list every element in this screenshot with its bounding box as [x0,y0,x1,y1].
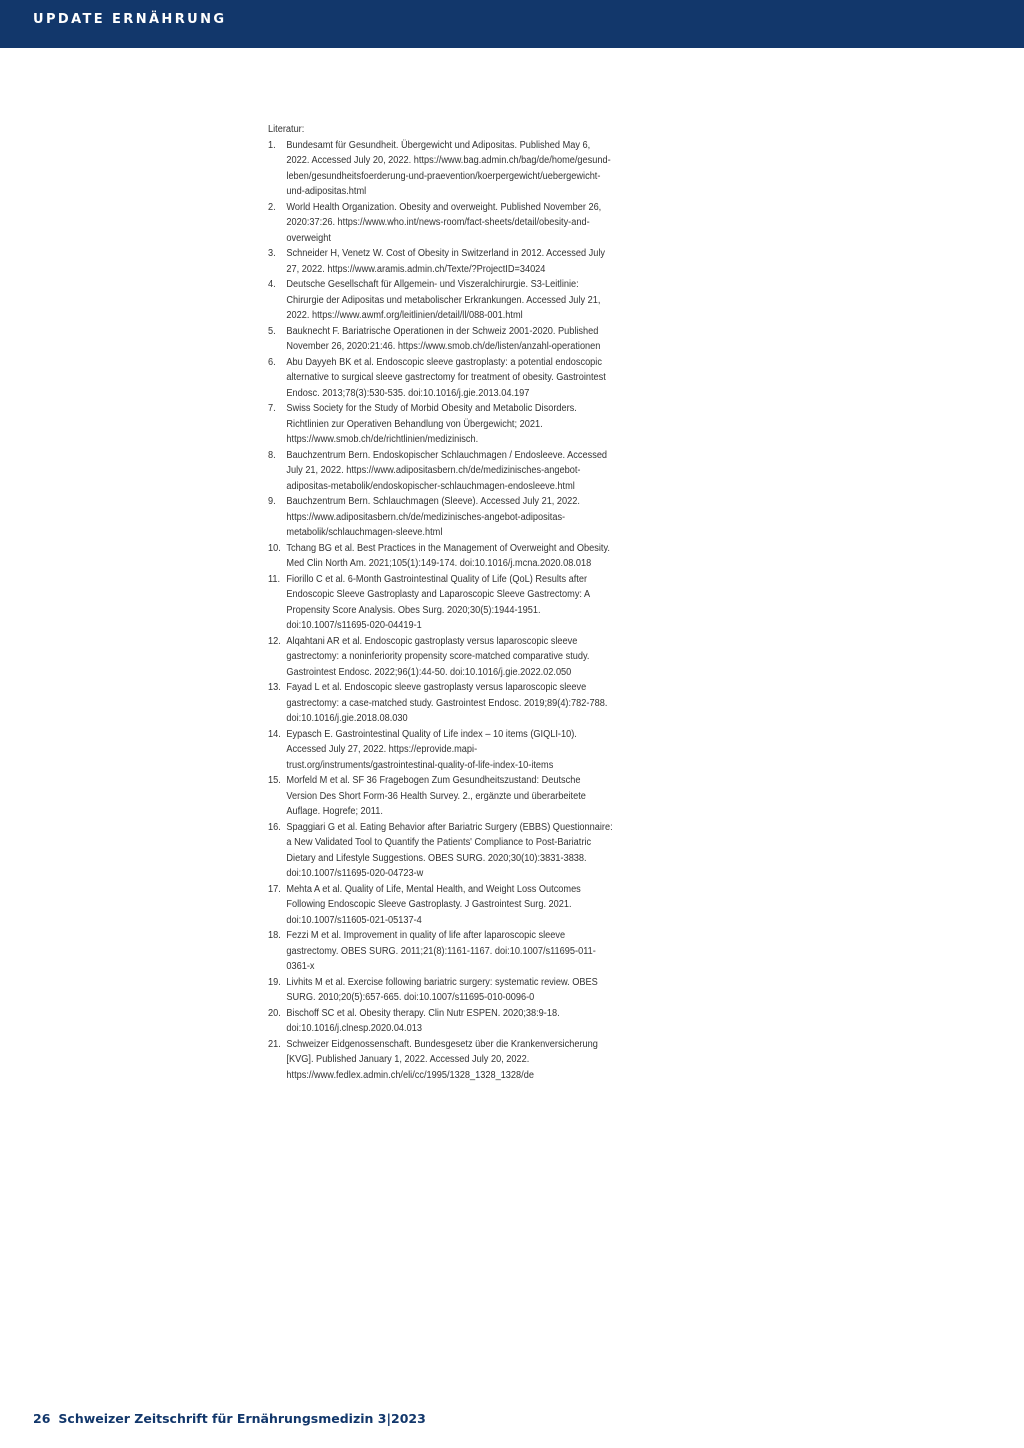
reference-text: Eypasch E. Gastrointestinal Quality of Life index – 10 items (GIQLI-10). Accessed July 27, 2022. https://eprovide.mapi-trust.org/instruments/gastrointestinal-quality-of-life-index-10-items [286,728,577,771]
reference-text: Bauchzentrum Bern. Endoskopischer Schlauchmagen / Endosleeve. Accessed July 21, 2022. https://www.adipositasbern.ch/de/medizinisches-angebot-adipositas-metabolik/endoskopischer-schlauchmagen-endosleeve.html [286,449,608,492]
reference-item [268,277,613,324]
reference-item [268,680,613,727]
references-heading: Literatur: [268,124,305,135]
reference-number: 8. [268,449,276,461]
reference-item [268,882,613,929]
reference-text: Bischoff SC et al. Obesity therapy. Clin Nutr ESPEN. 2020;38:9-18. doi:10.1016/j.clnesp.2020.04.013 [286,1007,560,1034]
reference-item [268,138,613,200]
reference-item [268,1037,613,1084]
reference-number: 3. [268,248,276,259]
reference-item [268,1006,613,1037]
references-section [268,122,613,1083]
reference-item [268,572,613,634]
page-number: 26 [33,1411,51,1426]
reference-item [268,541,613,572]
reference-number: 1. [268,139,276,151]
reference-text: Deutsche Gesellschaft für Allgemein- und Viszeralchirurgie. S3-Leitlinie: Chirurgie der Adipositas und metabolischer Erkrankungen. Accessed July 21, 2022. https://www.awmf.org/leitlinien/detail/ll/088-001.html [286,279,601,321]
references-list [268,138,613,1084]
reference-number: 15. [268,775,281,786]
reference-text: Morfeld M et al. SF 36 Fragebogen Zum Gesundheitszustand: Deutsche Version Des Short Form-36 Health Survey. 2., ergänzte und überarbeitete Auflage. Hogrefe; 2011. [286,775,586,817]
reference-item [268,448,613,495]
reference-number: 11. [268,573,281,585]
header-band [0,0,1024,48]
reference-number: 16. [268,821,281,833]
reference-text: Spaggiari G et al. Eating Behavior after Bariatric Surgery (EBBS) Questionnaire: a New Validated Tool to Quantify the Patients' Compliance to Post-Bariatric Dietary and Lifestyle Suggestions. OBES SURG. 2020;30(10):3831-3838. doi:10.1007/s11695-020-04723-w [286,821,613,879]
reference-text: Alqahtani AR et al. Endoscopic gastroplasty versus laparoscopic sleeve gastrectomy: a noninferiority propensity score-matched comparative study. Gastrointest Endosc. 2022;96(1):44-50. doi:10.1016/j.gie.2022.02.050 [286,635,590,678]
reference-text: Swiss Society for the Study of Morbid Obesity and Metabolic Disorders. Richtlinien zur Operativen Behandlung von Übergewicht; 2021. https://www.smob.ch/de/richtlinien/medizinisch. [286,403,577,445]
reference-item [268,246,613,277]
reference-item [268,324,613,355]
reference-item [268,355,613,402]
reference-number: 10. [268,542,281,554]
reference-item [268,773,613,820]
reference-text: Bauchzentrum Bern. Schlauchmagen (Sleeve). Accessed July 21, 2022. https://www.adipositasbern.ch/de/medizinisches-angebot-adipositas-metabolik/schlauchmagen-sleeve.html [286,496,580,538]
reference-number: 21. [268,1038,281,1050]
reference-text: Mehta A et al. Quality of Life, Mental Health, and Weight Loss Outcomes Following Endoscopic Sleeve Gastroplasty. J Gastrointest Surg. 2021. doi:10.1007/s11605-021-05137-4 [286,883,581,926]
reference-text: Fiorillo C et al. 6-Month Gastrointestinal Quality of Life (QoL) Results after Endoscopic Sleeve Gastroplasty and Laparoscopic Sleeve Gastrectomy: A Propensity Score Analysis. Obes Surg. 2020;30(5):1944-1951. doi:10.1007/s11695-020-04419-1 [286,573,590,631]
reference-text: Fezzi M et al. Improvement in quality of life after laparoscopic sleeve gastrectomy. OBES SURG. 2011;21(8):1161-1167. doi:10.1007/s11695-011-0361-x [286,930,596,972]
reference-text: Schneider H, Venetz W. Cost of Obesity in Switzerland in 2012. Accessed July 27, 2022. https://www.aramis.admin.ch/Texte/?ProjectID=34024 [286,248,605,275]
reference-number: 18. [268,930,281,941]
reference-number: 7. [268,403,276,414]
reference-number: 13. [268,682,281,693]
reference-text: Tchang BG et al. Best Practices in the Management of Overweight and Obesity. Med Clin North Am. 2021;105(1):149-174. doi:10.1016/j.mcna.2020.08.018 [286,542,610,569]
reference-text: Abu Dayyeh BK et al. Endoscopic sleeve gastroplasty: a potential endoscopic alternative to surgical sleeve gastrectomy for treatment of obesity. Gastrointest Endosc. 2013;78(3):530-535. doi:10.1016/j.gie.2013.04.197 [286,356,606,399]
reference-number: 6. [268,356,276,368]
reference-text: Bundesamt für Gesundheit. Übergewicht und Adipositas. Published May 6, 2022. Accessed July 20, 2022. https://www.bag.admin.ch/bag/de/home/gesund-leben/gesundheitsfoerderung-und-praevention/koerpergewicht/uebergewicht-und-adipositas.html [286,139,611,197]
reference-number: 17. [268,883,281,895]
reference-text: Bauknecht F. Bariatrische Operationen in der Schweiz 2001-2020. Published November 26, 2020:21:46. https://www.smob.ch/de/listen/anzahl-operationen [286,325,601,352]
reference-item [268,820,613,882]
reference-number: 4. [268,279,276,290]
reference-item [268,634,613,681]
reference-item [268,727,613,774]
section-title: UPDATE ERNÄHRUNG [33,12,227,27]
reference-item [268,494,613,541]
reference-text: World Health Organization. Obesity and overweight. Published November 26, 2020:37:26. https://www.who.int/news-room/fact-sheets/detail/obesity-and-overweight [286,201,602,244]
reference-number: 14. [268,728,281,740]
reference-number: 19. [268,976,281,988]
reference-number: 5. [268,325,276,337]
reference-item [268,200,613,247]
reference-number: 12. [268,635,281,647]
reference-item [268,928,613,975]
reference-text: Schweizer Eidgenossenschaft. Bundesgesetz über die Krankenversicherung [KVG]. Published January 1, 2022. Accessed July 20, 2022. https://www.fedlex.admin.ch/eli/cc/1995/1328_1328_1328/de [286,1038,598,1081]
journal-title: Schweizer Zeitschrift für Ernährungsmedizin 3|2023 [58,1411,426,1426]
reference-item [268,401,613,448]
reference-number: 2. [268,201,276,213]
reference-item [268,975,613,1006]
reference-number: 20. [268,1007,281,1019]
reference-text: Livhits M et al. Exercise following bariatric surgery: systematic review. OBES SURG. 2010;20(5):657-665. doi:10.1007/s11695-010-0096-0 [286,976,598,1003]
reference-text: Fayad L et al. Endoscopic sleeve gastroplasty versus laparoscopic sleeve gastrectomy: a case-matched study. Gastrointest Endosc. 2019;89(4):782-788. doi:10.1016/j.gie.2018.08.030 [286,682,608,724]
reference-number: 9. [268,496,276,507]
page-footer [33,1411,426,1426]
